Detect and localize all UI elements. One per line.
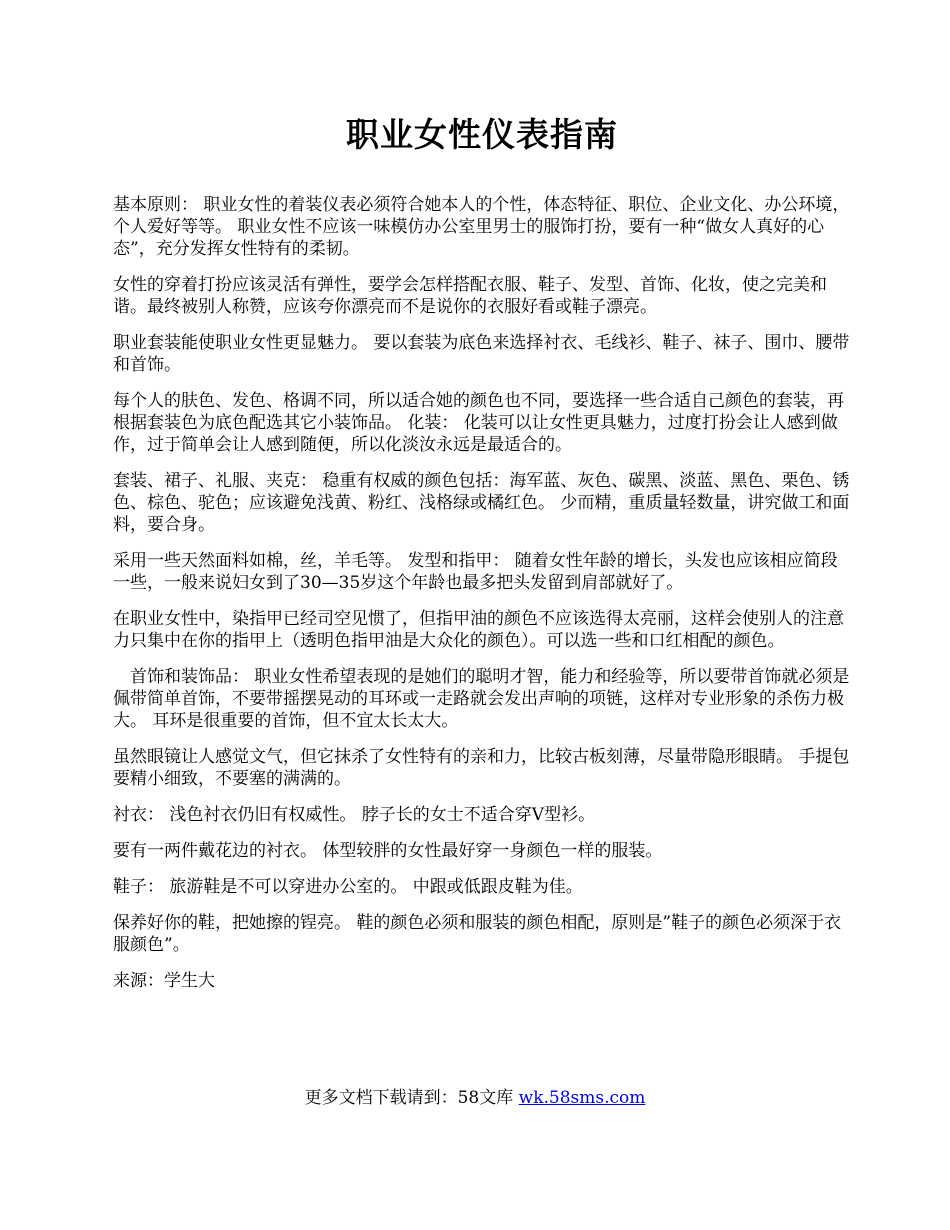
paragraph-colors-makeup: 每个人的肤色、发色、格调不同，所以适合她的颜色也不同，要选择一些合适自己颜色的套装，再根据套装色为底色配选其它小装饰品。 化装： 化装可以让女性更具魅力，过度打扮会让人感到做作，过于简单会让人感到随便，所以化淡汝永远是最适合的。 bbox=[113, 391, 844, 455]
paragraph-suit-colors: 套装、裙子、礼服、夹克： 稳重有权威的颜色包括：海军蓝、灰色、碳黑、淡蓝、黑色、栗色、锈色、棕色、驼色；应该避免浅黄、粉红、浅格绿或橘红色。 少而精，重质量轻数量，讲究做工和面料，要合身。 bbox=[113, 471, 850, 535]
paragraph-fabric-hair: 采用一些天然面料如棉，丝，羊毛等。 发型和指甲： 随着女性年龄的增长，头发也应该相应简段一些，一般来说妇女到了30—35岁这个年龄也最多把头发留到肩部就好了。 bbox=[113, 551, 838, 593]
paragraph-lace-shirts: 要有一两件戴花边的衬衣。 体型较胖的女性最好穿一身颜色一样的服装。 bbox=[113, 841, 663, 861]
paragraph-glasses-handbag: 虽然眼镜让人感觉文气，但它抹杀了女性特有的亲和力，比较古板刻薄，尽量带隐形眼睛。 手提包要精小细致，不要塞的满满的。 bbox=[113, 747, 850, 789]
paragraph-dressing-flexibility: 女性的穿着打扮应该灵活有弹性，要学会怎样搭配衣服、鞋子、发型、首饰、化妆，使之完美和谐。最终被别人称赞，应该夸你漂亮而不是说你的衣服好看或鞋子漂亮。 bbox=[113, 275, 827, 317]
paragraph-source: 来源：学生大 bbox=[113, 971, 215, 991]
paragraph-basic-principles: 基本原则： 职业女性的着装仪表必须符合她本人的个性，体态特征、职位、企业文化、办公环境，个人爱好等等。 职业女性不应该一味模仿办公室里男士的服饰打扮，要有一种“做女人真好的心态”，充分发挥女性特有的柔韧。 bbox=[113, 195, 850, 259]
footer-link[interactable]: wk.58sms.com bbox=[518, 1088, 646, 1108]
download-footer bbox=[0, 1086, 950, 1110]
page-title: 职业女性仪表指南 bbox=[346, 115, 618, 154]
document-page bbox=[113, 112, 851, 1006]
paragraph-shoes: 鞋子： 旅游鞋是不可以穿进办公室的。 中跟或低跟皮鞋为佳。 bbox=[113, 877, 583, 897]
footer-text: 更多文档下载请到：58文库 bbox=[304, 1088, 519, 1108]
paragraph-jewelry: 首饰和装饰品： 职业女性希望表现的是她们的聪明才智，能力和经验等，所以要带首饰就必须是佩带简单首饰，不要带摇摆晃动的耳环或一走路就会发出声响的项链，这样对专业形象的杀伤力极大。 耳环是很重要的首饰，但不宜太长太大。 bbox=[113, 667, 850, 731]
paragraph-suits: 职业套装能使职业女性更显魅力。 要以套装为底色来选择衬衣、毛线衫、鞋子、袜子、围巾、腰带和首饰。 bbox=[113, 333, 850, 375]
paragraph-shoe-care: 保养好你的鞋，把她擦的锃亮。 鞋的颜色必须和服装的颜色相配，原则是”鞋子的颜色必须深于衣服颜色”。 bbox=[113, 913, 842, 955]
paragraph-nails: 在职业女性中，染指甲已经司空见惯了，但指甲油的颜色不应该选得太亮丽，这样会使别人的注意力只集中在你的指甲上（透明色指甲油是大众化的颜色）。可以选一些和口红相配的颜色。 bbox=[113, 609, 844, 651]
paragraph-shirts: 衬衣： 浅色衬衣仍旧有权威性。 脖子长的女士不适合穿V型衫。 bbox=[113, 805, 596, 825]
